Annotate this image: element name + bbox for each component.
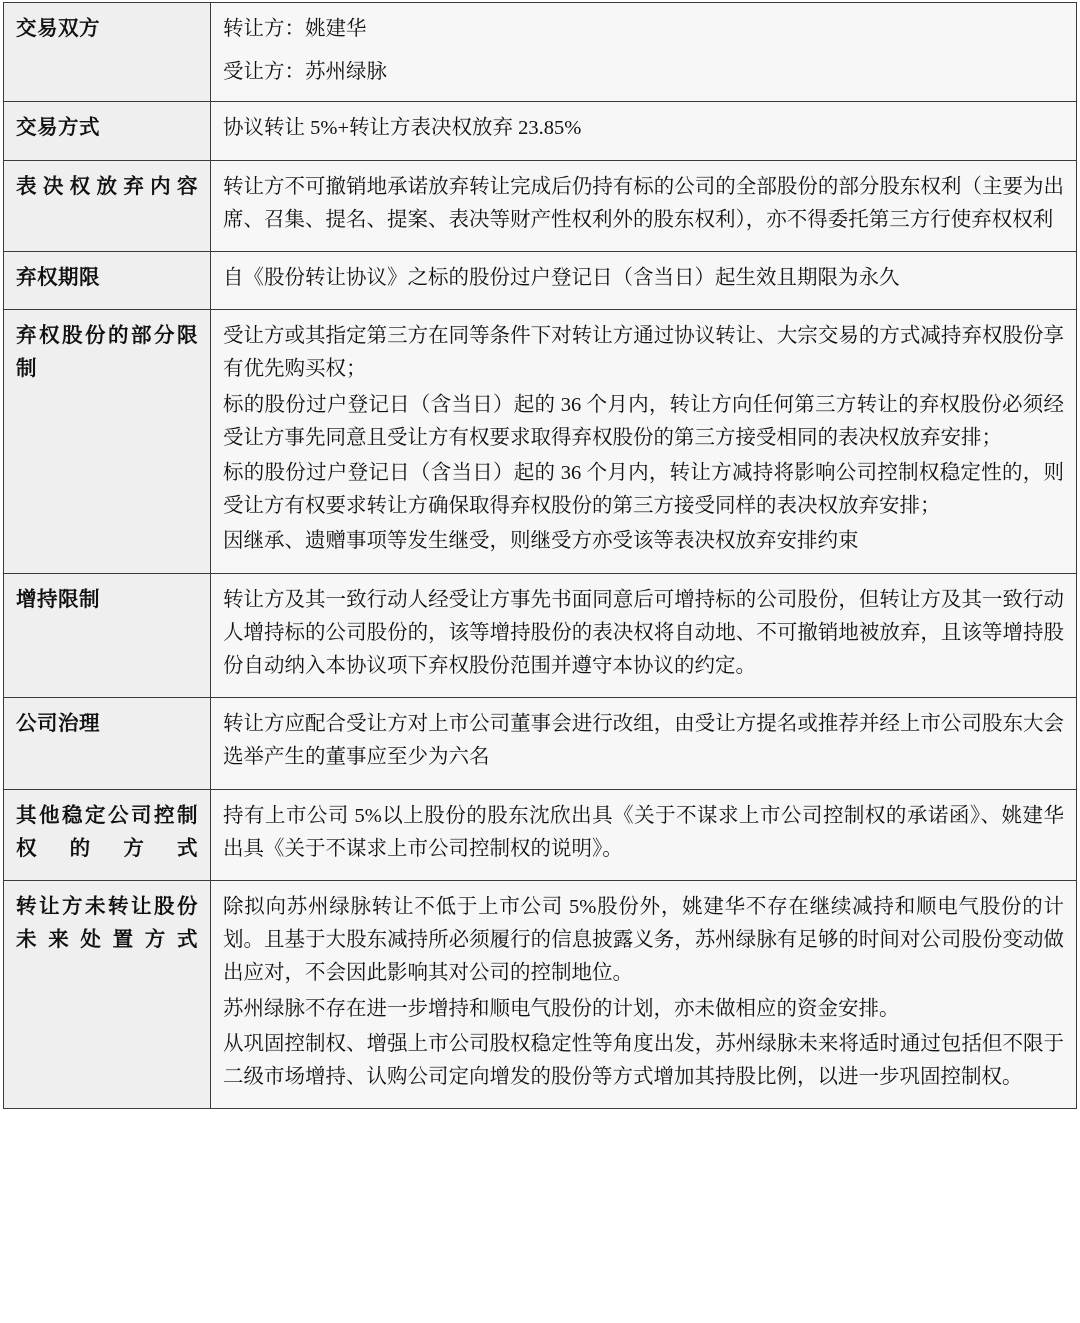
- content-paragraph: 标的股份过户登记日（含当日）起的 36 个月内，转让方减持将影响公司控制权稳定性的，则受让方有权要求转让方确保取得弃权股份的第三方接受同样的表决权放弃安排；: [223, 462, 1064, 518]
- content-paragraph: 苏州绿脉不存在进一步增持和顺电气股份的计划，亦未做相应的资金安排。: [223, 997, 900, 1020]
- table-row: [4, 252, 1077, 310]
- table-row: [4, 573, 1077, 698]
- row-content-cell: [211, 698, 1077, 789]
- row-label-cell: [4, 789, 211, 880]
- content-paragraph: 除拟向苏州绿脉转让不低于上市公司 5%股份外，姚建华不存在继续减持和顺电气股份的计划。且基于大股东减持所必须履行的信息披露义务，苏州绿脉有足够的时间对公司股份变动做出应对，不会因此影响其对公司的控制地位。: [223, 896, 1064, 985]
- content-paragraph: 因继承、遗赠事项等发生继受，则继受方亦受该等表决权放弃安排约束: [223, 530, 859, 553]
- row-label: 公司治理: [16, 713, 100, 736]
- row-label-cell: [4, 102, 211, 160]
- row-label-cell: [4, 160, 211, 251]
- row-label: 其他稳定公司控制权的方式: [16, 804, 198, 860]
- table-body: [4, 3, 1077, 1109]
- agreement-terms-table: [3, 2, 1077, 1109]
- table-row: [4, 698, 1077, 789]
- row-label-cell: [4, 881, 211, 1109]
- row-label: 转让方未转让股份未来处置方式: [16, 896, 198, 952]
- content-paragraph: 持有上市公司 5%以上股份的股东沈欣出具《关于不谋求上市公司控制权的承诺函》、姚建华出具《关于不谋求上市公司控制权的说明》。: [223, 804, 1064, 860]
- content-paragraph: 标的股份过户登记日（含当日）起的 36 个月内，转让方向任何第三方转让的弃权股份必须经受让方事先同意且受让方有权要求取得弃权股份的第三方接受相同的表决权放弃安排；: [223, 393, 1064, 449]
- table-row: [4, 881, 1077, 1109]
- content-paragraph: 转让方应配合受让方对上市公司董事会进行改组，由受让方提名或推荐并经上市公司股东大会选举产生的董事应至少为六名: [223, 713, 1064, 769]
- row-label: 弃权股份的部分限制: [16, 325, 198, 381]
- content-paragraph: 受让方或其指定第三方在同等条件下对转让方通过协议转让、大宗交易的方式减持弃权股份享有优先购买权；: [223, 325, 1064, 381]
- row-content-cell: [211, 310, 1077, 573]
- row-label-cell: [4, 698, 211, 789]
- row-label: 交易双方: [16, 18, 100, 40]
- content-paragraph: 转让方：姚建华: [223, 18, 367, 40]
- table-row: [4, 789, 1077, 880]
- table-row: [4, 160, 1077, 251]
- content-paragraph: 协议转让 5%+转让方表决权放弃 23.85%: [223, 117, 582, 140]
- row-content-cell: [211, 160, 1077, 251]
- content-paragraph: 受让方：苏州绿脉: [223, 61, 387, 84]
- content-paragraph: 从巩固控制权、增强上市公司股权稳定性等角度出发，苏州绿脉未来将适时通过包括但不限于二级市场增持、认购公司定向增发的股份等方式增加其持股比例，以进一步巩固控制权。: [223, 1032, 1064, 1089]
- row-label: 弃权期限: [16, 267, 100, 290]
- row-label: 表决权放弃内容: [16, 175, 198, 198]
- table-row: [4, 3, 1077, 102]
- row-label-cell: [4, 252, 211, 310]
- row-label: 增持限制: [16, 588, 100, 611]
- content-paragraph: 转让方及其一致行动人经受让方事先书面同意后可增持标的公司股份，但转让方及其一致行动人增持标的公司股份的，该等增持股份的表决权将自动地、不可撤销地被放弃，且该等增持股份自动纳入本协议项下弃权股份范围并遵守本协议的约定。: [223, 588, 1064, 678]
- row-label: 交易方式: [16, 117, 100, 140]
- table-row: [4, 102, 1077, 160]
- table-row: [4, 310, 1077, 573]
- content-paragraph: 自《股份转让协议》之标的股份过户登记日（含当日）起生效且期限为永久: [223, 267, 900, 290]
- row-label-cell: [4, 573, 211, 698]
- row-content-cell: [211, 789, 1077, 880]
- row-content-cell: [211, 573, 1077, 698]
- row-content-cell: [211, 102, 1077, 160]
- row-label-cell: [4, 3, 211, 102]
- row-label-cell: [4, 310, 211, 573]
- row-content-cell: [211, 881, 1077, 1109]
- row-content-cell: [211, 3, 1077, 102]
- content-paragraph: 转让方不可撤销地承诺放弃转让完成后仍持有标的公司的全部股份的部分股东权利（主要为出席、召集、提名、提案、表决等财产性权利外的股东权利），亦不得委托第三方行使弃权权利: [223, 175, 1064, 231]
- row-content-cell: [211, 252, 1077, 310]
